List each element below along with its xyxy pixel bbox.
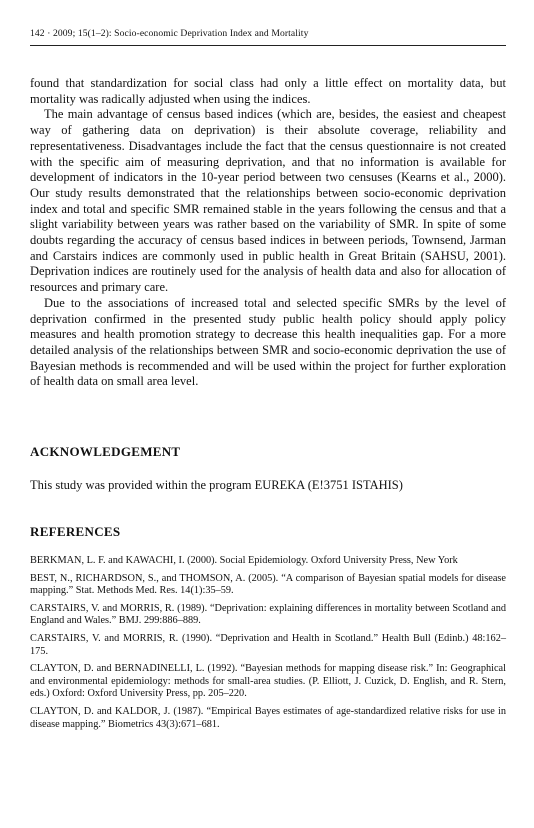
reference-item: CLAYTON, D. and BERNADINELLI, L. (1992). “Bayesian methods for mapping disease risk.” In: Geographical and environmental epidemiology: methods for small-area studies. (P. Elliott, J. Cuzick, D. English, and R. Stern, eds.) Oxford: Oxford University Press, pp. 205–220. bbox=[30, 663, 506, 700]
reference-item: BEST, N., RICHARDSON, S., and THOMSON, A. (2005). “A comparison of Bayesian spatial models for disease mapping.” Stat. Methods Med. Res. 14(1):35–59. bbox=[30, 572, 506, 597]
body-text bbox=[30, 76, 506, 390]
reference-list bbox=[30, 555, 506, 736]
reference-item: BERKMAN, L. F. and KAWACHI, I. (2000). Social Epidemiology. Oxford University Press, New York bbox=[30, 555, 458, 566]
references-heading: REFERENCES bbox=[30, 524, 121, 539]
reference-item: CARSTAIRS, V. and MORRIS, R. (1990). “Deprivation and Health in Scotland.” Health Bull (Edinb.) 48:162–175. bbox=[30, 632, 506, 657]
paragraph-census-indices: The main advantage of census based indices (which are, besides, the easiest and cheapest way of gathering data on deprivation) is their absolute coverage, reliability and representativeness. Disadvantages include the fact that the census questionnaire is not created with the specific aim of measuring deprivation, and that no information is available for development of indicators in the 10-year period between two censuses (Kearns et al., 2000). Our study results demonstrated that the relationships between socio-economic deprivation index and total and specific SMR remained stable in the years following the census and that a slight variability between years was rather based on the variability of SMR. In spite of some doubts regarding the accuracy of census based indices in between periods, Townsend, Jarman and Carstairs indices are commonly used in public health in Great Britain (SAHSU, 2001). Deprivation indices are routinely used for the analysis of health data and also for allocation of resources and primary care. bbox=[30, 107, 506, 295]
header-rule bbox=[30, 45, 506, 46]
reference-item: CLAYTON, D. and KALDOR, J. (1987). “Empirical Bayes estimates of age-standardized relative risks for use in disease mapping.” Biometrics 43(3):671–681. bbox=[30, 705, 506, 730]
reference-item: CARSTAIRS, V. and MORRIS, R. (1989). “Deprivation: explaining differences in mortality between Scotland and England and Wales.” BMJ. 299:886–889. bbox=[30, 602, 506, 627]
running-head: 142 · 2009; 15(1–2): Socio-economic Deprivation Index and Mortality bbox=[30, 28, 309, 39]
paragraph-continued: found that standardization for social class had only a little effect on mortality data, but mortality was radically adjusted when using the indices. bbox=[30, 76, 506, 106]
paragraph-conclusion: Due to the associations of increased total and selected specific SMRs by the level of deprivation confirmed in the presented study public health policy should apply policy measures and health promotion strategy to decrease this health inequalities gap. For a more detailed analysis of the relationships between SMR and socio-economic deprivation the use of Bayesian methods is recommended and will be used within the project for further exploration of health data on small area level. bbox=[30, 295, 506, 389]
acknowledgement-text: This study was provided within the program EUREKA (E!3751 ISTAHIS) bbox=[30, 478, 403, 492]
acknowledgement-heading: ACKNOWLEDGEMENT bbox=[30, 444, 181, 459]
